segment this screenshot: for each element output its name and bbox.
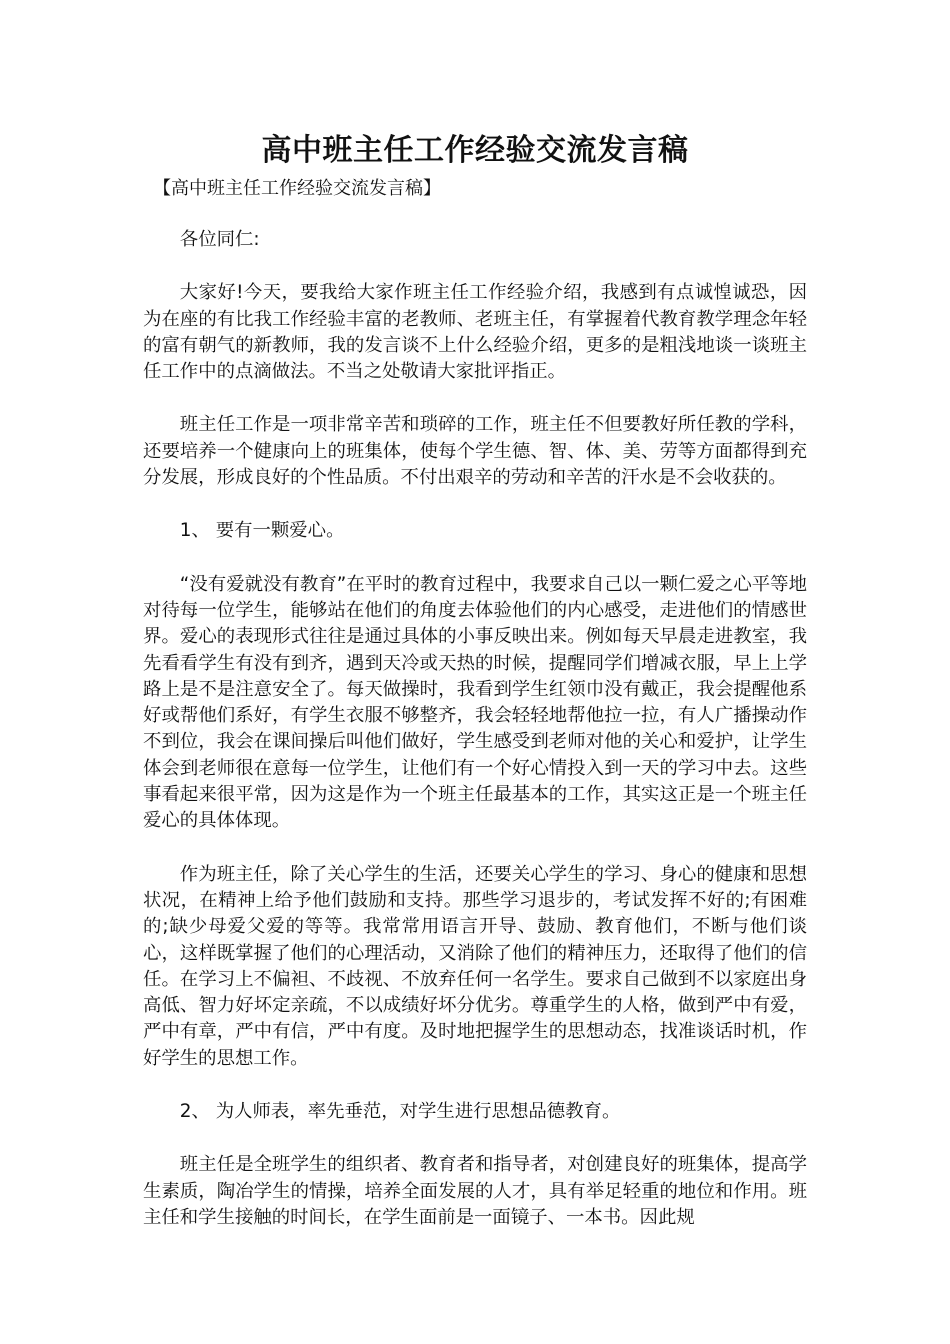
document-subtitle: 【高中班主任工作经验交流发言稿】: [153, 178, 441, 199]
document-title: 高中班主任工作经验交流发言稿: [261, 133, 689, 168]
paragraph-greeting: 大家好!今天，要我给大家作班主任工作经验介绍，我感到有点诚惶诚恐，因为在座的有比我工作经验丰富的老教师、老班主任，有掌握着代教育教学理念年轻的富有朝气的新教师，我的发言谈不上什么经验介绍，更多的是粗浅地谈一谈班主任工作中的点滴做法。不当之处敬请大家批评指正。: [143, 282, 807, 383]
section-heading-1: 1、 要有一颗爱心。: [179, 520, 345, 542]
section-heading-2: 2、 为人师表，率先垂范，对学生进行思想品德教育。: [179, 1101, 621, 1123]
document-body: [143, 128, 807, 1231]
paragraph-love: “没有爱就没有教育”在平时的教育过程中，我要求自己以一颗仁爱之心平等地对待每一位学生，能够站在他们的角度去体验他们的内心感受，走进他们的情感世界。爱心的表现形式往往是通过具体的小事反映出来。例如每天早晨走进教室，我先看看学生有没有到齐，遇到天冷或天热的时候，提醒同学们增减衣服，早上上学路上是不是注意安全了。每天做操时，我看到学生红领巾没有戴正，我会提醒他系好或帮他们系好，有学生衣服不够整齐，我会轻轻地帮他拉一拉，有人广播操动作不到位，我会在课间操后叫他们做好，学生感受到老师对他的关心和爱护，让学生体会到老师很在意每一位学生，让他们有一个好心情投入到一天的学习中去。这些事看起来很平常，因为这是作为一个班主任最基本的工作，其实这正是一个班主任爱心的具体体现。: [143, 573, 807, 832]
paragraph-role-model: 班主任是全班学生的组织者、教育者和指导者，对创建良好的班集体，提高学生素质，陶冶学生的情操，培养全面发展的人才，具有举足轻重的地位和作用。班主任和学生接触的时间长，在学生面前是一面镜子、一本书。因此规: [143, 1154, 807, 1228]
paragraph-care: 作为班主任，除了关心学生的生活，还要关心学生的学习、身心的健康和思想状况，在精神上给予他们鼓励和支持。那些学习退步的，考试发挥不好的;有困难的;缺少母爱父爱的等等。我常常用语言开导、鼓励、教育他们，不断与他们谈心，这样既掌握了他们的心理活动，又消除了他们的精神压力，还取得了他们的信任。在学习上不偏袒、不歧视、不放弃任何一名学生。要求自己做到不以家庭出身高低、智力好坏定亲疏，不以成绩好坏分优劣。尊重学生的人格，做到严中有爱，严中有章，严中有信，严中有度。及时地把握学生的思想动态，找准谈话时机，作好学生的思想工作。: [143, 863, 807, 1069]
salutation: 各位同仁:: [179, 229, 260, 250]
paragraph-work-overview: 班主任工作是一项非常辛苦和琐碎的工作，班主任不但要教好所任教的学科，还要培养一个健康向上的班集体，使每个学生德、智、体、美、劳等方面都得到充分发展，形成良好的个性品质。不付出艰辛的劳动和辛苦的汗水是不会收获的。: [143, 414, 807, 489]
